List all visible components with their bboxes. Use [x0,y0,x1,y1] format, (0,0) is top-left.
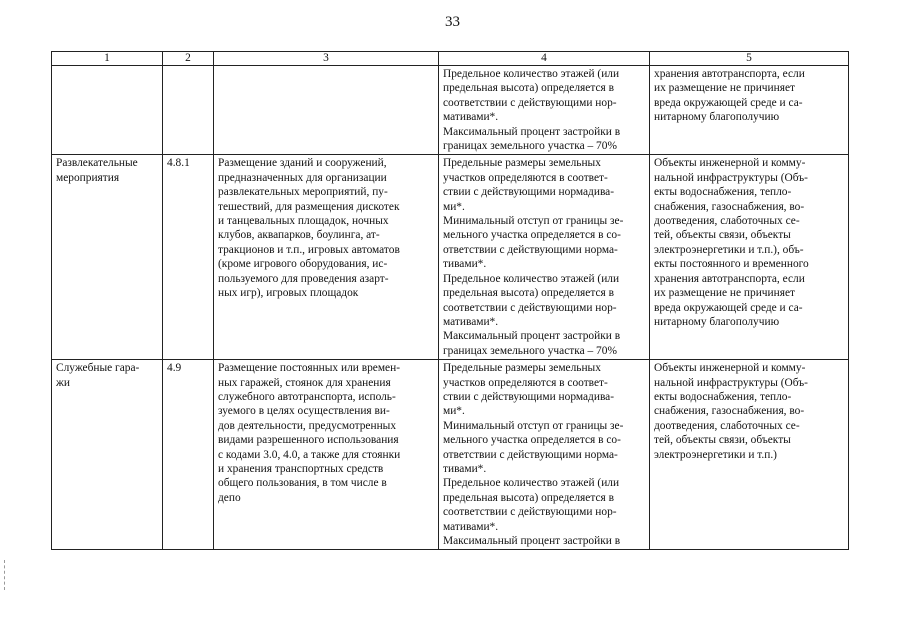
parameter-text: Максимальный процент застройки в границах земельного участка – 70% [443,125,621,153]
parameter-text: Предельные размеры земельных участков определяются в соответ- ствии с действующими нормадива- ми*. [443,362,615,418]
use-type-name: Служебные гара- жи [52,360,163,550]
use-type-code: 4.9 [163,360,214,550]
column-header: 3 [214,52,439,66]
auxiliary-uses: Объекты инженерной и комму- нальной инфраструктуры (Объ- екты водоснабжения, тепло- снабжения, газоснабжения, во- доотведения, слаботочных се- тей, объекты связи, объекты электроэнергетики и т.п.), объ- екты постоянного и временного хранения автотранспорта, если их размещение не причиняет вреда окружающей среде и са- нитарному благополучию [650,155,849,360]
table-row [52,360,849,550]
parameter-text: Максимальный процент застройки в [443,535,621,547]
column-header: 4 [439,52,650,66]
land-use-table [51,51,849,550]
scan-edge-marks [4,560,8,590]
parameters-cell [439,66,650,155]
auxiliary-uses: Объекты инженерной и комму- нальной инфраструктуры (Объ- екты водоснабжения, тепло- снабжения, газоснабжения, во- доотведения, слаботочных се- тей, объекты связи, объекты электроэнергетики и т.п.) [650,360,849,550]
parameter-text: Предельное количество этажей (или предельная высота) определяется в соответствии с действующими нор- мативами*. [443,477,620,533]
use-type-code [163,66,214,155]
parameter-text: Максимальный процент застройки в границах земельного участка – 70% [443,330,621,357]
parameters-cell [439,360,650,550]
page-number: 33 [445,14,460,30]
parameters-cell [439,155,650,360]
auxiliary-uses: хранения автотранспорта, если их размещение не причиняет вреда окружающей среде и са- нитарному благополучию [650,66,849,155]
parameter-text: Предельное количество этажей (или предельная высота) определяется в соответствии с действующими нор- мативами*. [443,272,620,328]
use-type-description: Размещение зданий и сооружений, предназначенных для организации развлекательных мероприятий, пу- тешествий, для размещения дискотек и танцевальных площадок, ночных клубов, аквапарков, боулинга, ат- тракционов и т.п., игровых автоматов (кроме игрового оборудования, ис- пользуемого для проведения азарт- ных игр), игровых площадок [214,155,439,360]
table-row [52,66,849,155]
table-row [52,155,849,360]
use-type-description [214,66,439,155]
table-header-row [52,52,849,66]
use-type-description: Размещение постоянных или времен- ных гаражей, стоянок для хранения служебного автотранспорта, исполь- зуемого в целях осуществления ви- дов деятельности, предусмотренных видами разрешенного использования с кодами 3.0, 4.0, а также для стоянки и хранения транспортных средств общего пользования, в том числе в депо [214,360,439,550]
column-header: 2 [163,52,214,66]
parameter-text: Предельные размеры земельных участков определяются в соответ- ствии с действующими нормадива- ми*. [443,157,615,213]
column-header: 5 [650,52,849,66]
parameter-text: Минимальный отступ от границы зе- мельного участка определяется в со- ответствии с действующими норма- тивами*. [443,419,624,475]
column-header: 1 [52,52,163,66]
parameter-text: Минимальный отступ от границы зе- мельного участка определяется в со- ответствии с действующими норма- тивами*. [443,215,624,271]
use-type-name: Развлекательные мероприятия [52,155,163,360]
parameter-text: Предельное количество этажей (или предельная высота) определяется в соответствии с действующими нор- мативами*. [443,68,620,124]
use-type-code: 4.8.1 [163,155,214,360]
use-type-name [52,66,163,155]
